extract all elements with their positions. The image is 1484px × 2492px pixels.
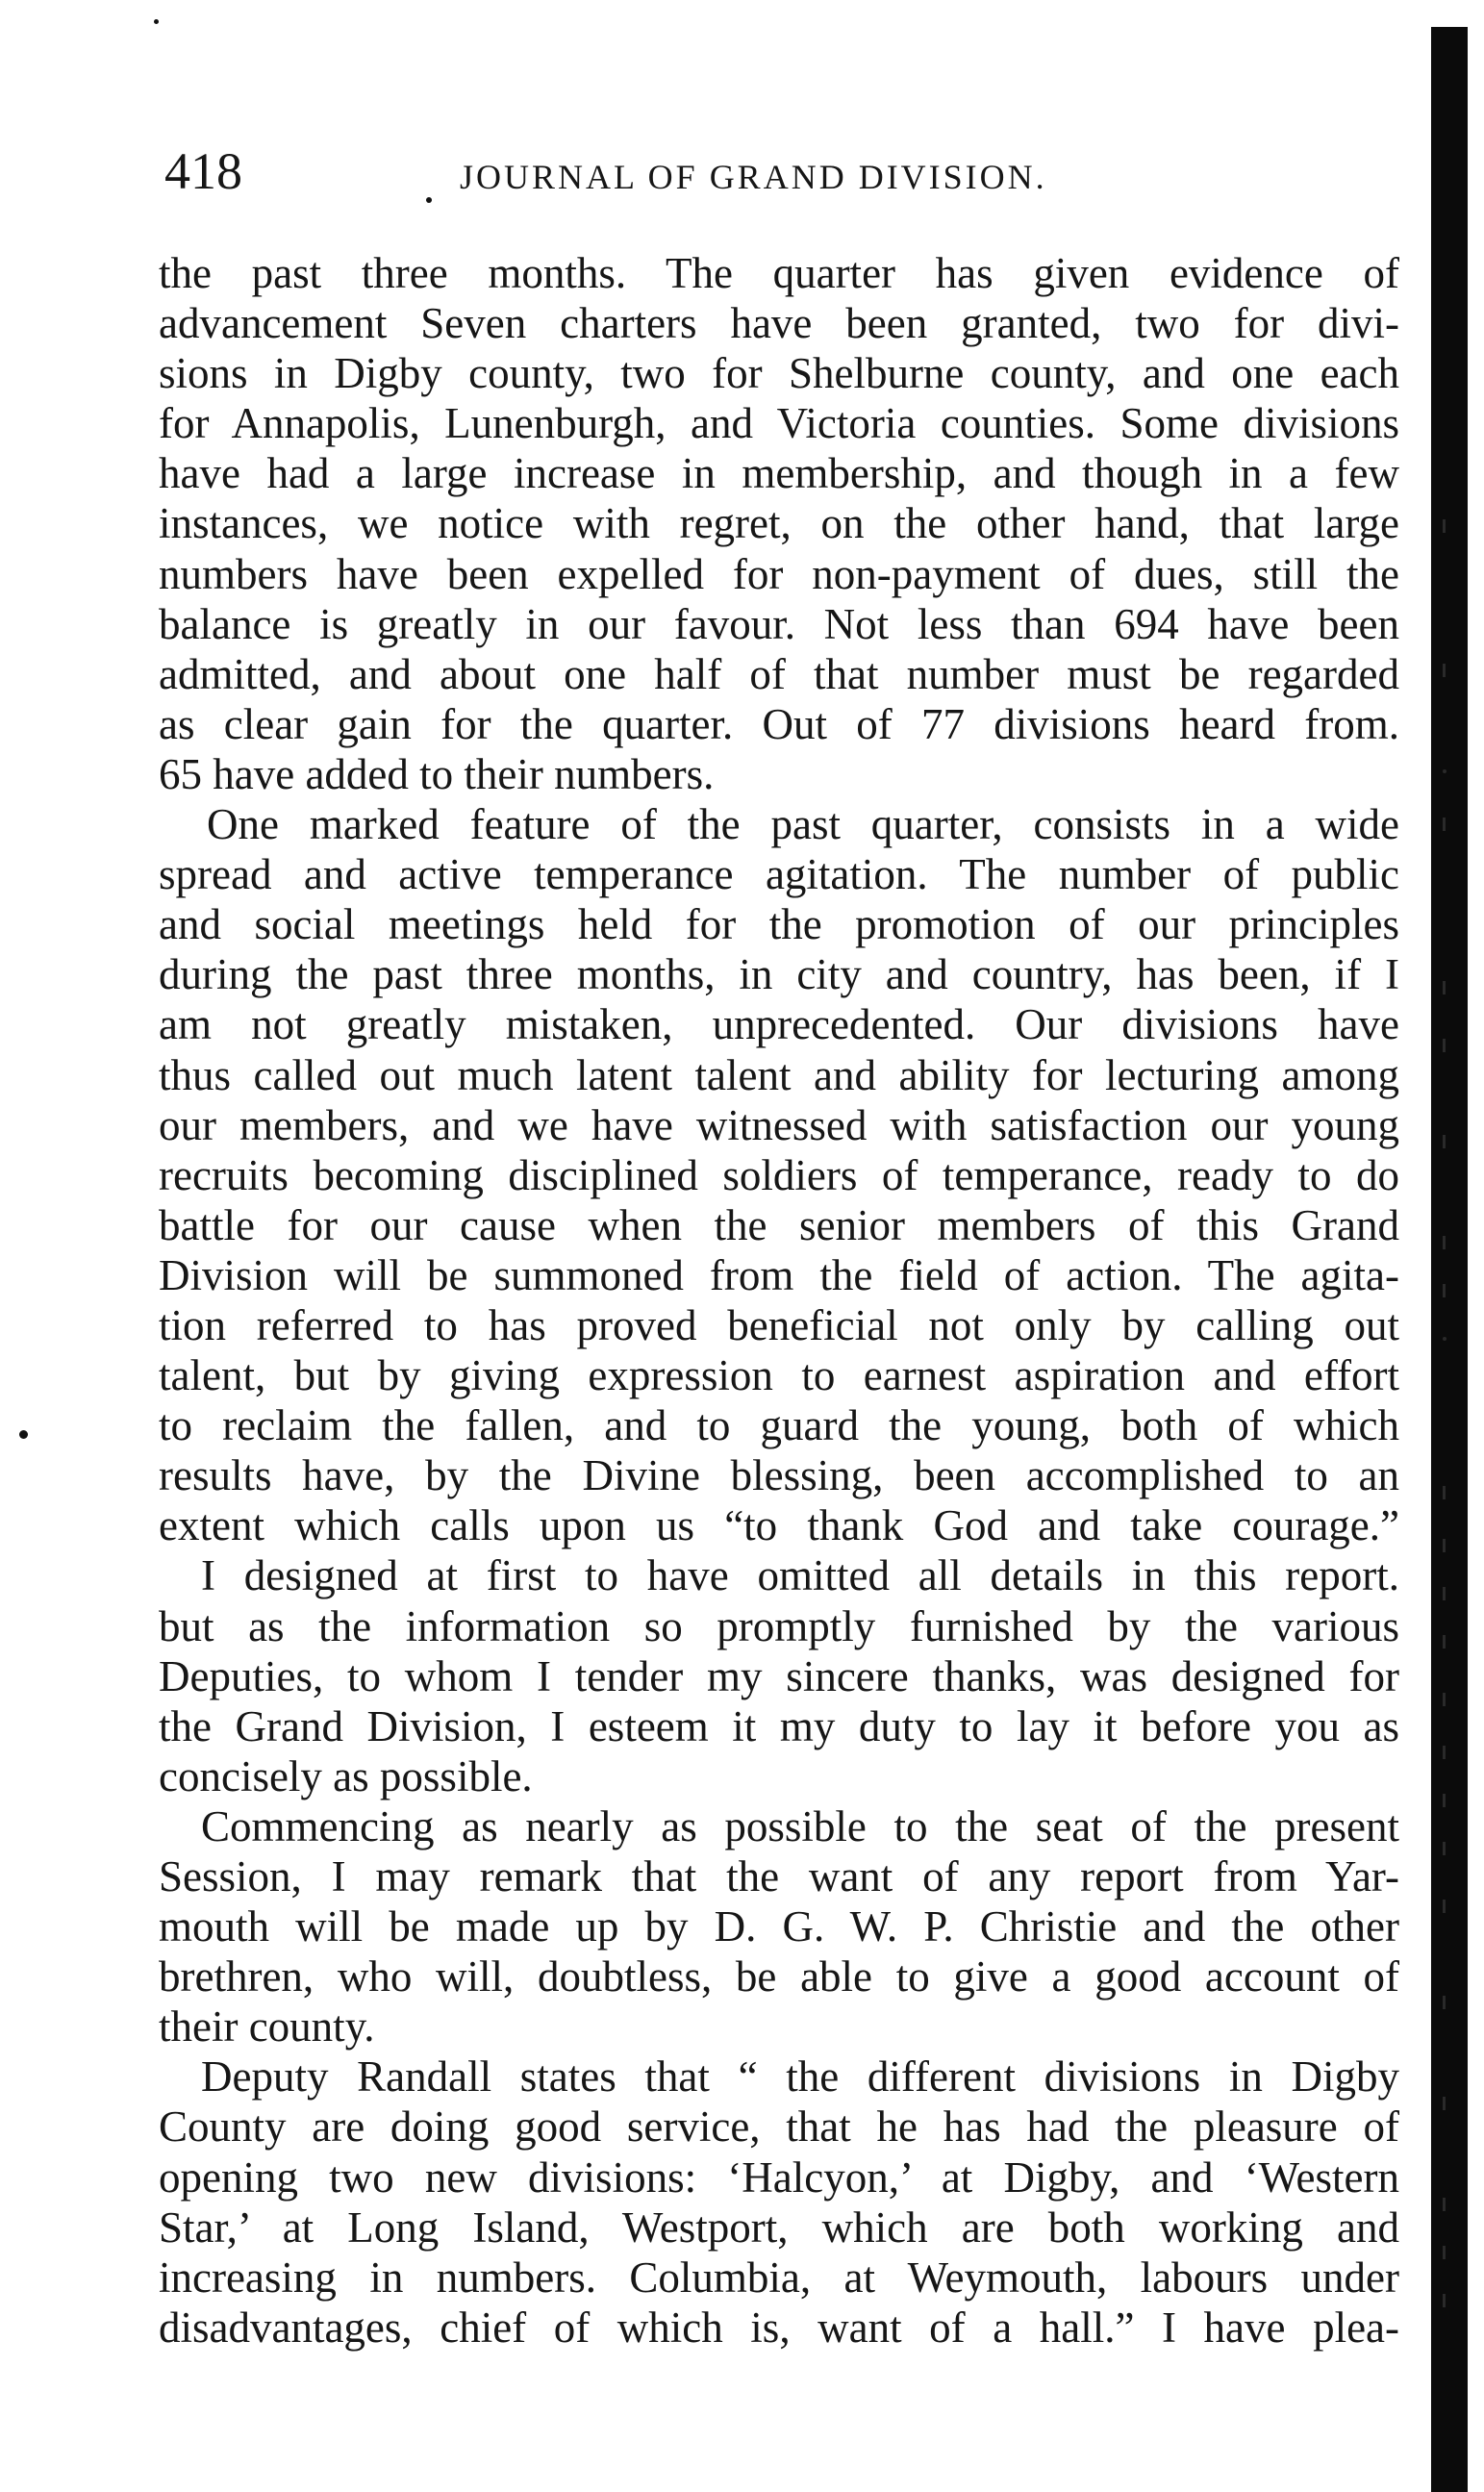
text-line: 65 have added to their numbers. <box>159 749 715 798</box>
text-line: our members, and we have witnessed with satisfaction our young <box>159 1100 1399 1149</box>
text-line: for Annapolis, Lunenburgh, and Victoria counties. Some divisions <box>159 399 1399 448</box>
text-line: thus called out much latent talent and ability for lecturing among <box>159 1050 1399 1099</box>
text-line: mouth will be made up by D. G. W. P. Christie and the other <box>159 1902 1399 1951</box>
margin-mark <box>1443 1539 1446 1552</box>
text-line: County are doing good service, that he has had the pleasure of <box>159 2102 1399 2152</box>
text-line: Commencing as nearly as possible to the seat of the present <box>201 1801 1399 1850</box>
text-line: battle for our cause when the senior members of this Grand <box>159 1200 1399 1249</box>
text-line: have had a large increase in membership, and though in a few <box>159 449 1399 498</box>
margin-mark <box>1443 1486 1446 1499</box>
page-number: 418 <box>164 142 242 200</box>
text-line: advancement Seven charters have been granted, two for divi- <box>159 299 1399 348</box>
text-line: during the past three months, in city and country, has been, if I <box>159 950 1399 999</box>
margin-mark <box>1443 769 1446 773</box>
text-line: disadvantages, chief of which is, want of a hall.” I have plea- <box>159 2303 1399 2352</box>
margin-mark <box>1443 2294 1446 2307</box>
text-line: Deputy Randall states that “ the different divisions in Digby <box>201 2052 1399 2102</box>
ink-speck <box>154 19 159 24</box>
margin-mark <box>1443 1135 1446 1148</box>
text-line: balance is greatly in our favour. Not less than 694 have been <box>159 599 1399 648</box>
running-title: JOURNAL OF GRAND DIVISION. <box>460 158 1047 196</box>
margin-mark <box>1443 2246 1446 2259</box>
text-line: I designed at first to have omitted all details in this report. <box>201 1551 1399 1600</box>
margin-mark <box>1443 2198 1446 2211</box>
margin-mark <box>1443 818 1446 831</box>
text-line: their county. <box>159 2002 375 2051</box>
text-line: extent which calls upon us “to thank God and take courage.” <box>159 1501 1399 1550</box>
margin-mark <box>1443 981 1446 994</box>
margin-mark <box>1443 1794 1446 1807</box>
margin-mark <box>1443 1635 1446 1649</box>
text-line: the Grand Division, I esteem it my duty to lay it before you as <box>159 1701 1399 1750</box>
text-line: Division will be summoned from the field of action. The agita- <box>159 1250 1399 1299</box>
ink-speck <box>19 1430 28 1439</box>
text-line: talent, but by giving expression to earnest aspiration and effort <box>159 1351 1399 1400</box>
text-line: but as the information so promptly furnished by the various <box>159 1601 1399 1650</box>
text-line: recruits becoming disciplined soldiers of temperance, ready to do <box>159 1150 1399 1199</box>
text-line: Deputies, to whom I tender my sincere thanks, was designed for <box>159 1651 1399 1700</box>
margin-mark <box>1443 1587 1446 1600</box>
text-line: sions in Digby county, two for Shelburne county, and one each <box>159 349 1399 398</box>
text-line: numbers have been expelled for non-payment of dues, still the <box>159 549 1399 598</box>
text-line: as clear gain for the quarter. Out of 77 divisions heard from. <box>159 699 1399 748</box>
body-text <box>159 248 1399 2353</box>
text-line: tion referred to has proved beneficial not only by calling out <box>159 1300 1399 1349</box>
text-line: the past three months. The quarter has given evidence of <box>159 249 1399 297</box>
margin-mark <box>1443 1900 1446 1913</box>
text-line: spread and active temperance agitation. The number of public <box>159 850 1399 899</box>
margin-mark <box>1443 1746 1446 1759</box>
text-line: admitted, and about one half of that number must be regarded <box>159 649 1399 698</box>
text-line: increasing in numbers. Columbia, at Weymouth, labours under <box>159 2253 1399 2302</box>
text-line: and social meetings held for the promotion of our principles <box>159 900 1399 949</box>
text-line: opening two new divisions: ‘Halcyon,’ at Digby, and ‘Western <box>159 2152 1399 2202</box>
margin-mark <box>1443 519 1446 533</box>
text-line: results have, by the Divine blessing, been accomplished to an <box>159 1451 1399 1500</box>
text-line: Star,’ at Long Island, Westport, which are both working and <box>159 2203 1399 2252</box>
margin-mark <box>1443 2097 1446 2110</box>
margin-mark <box>1443 1337 1446 1341</box>
margin-mark <box>1443 1039 1446 1052</box>
text-line: am not greatly mistaken, unprecedented. Our divisions have <box>159 1000 1399 1049</box>
text-line: One marked feature of the past quarter, consists in a wide <box>207 800 1399 849</box>
margin-mark <box>1443 1236 1446 1249</box>
text-line: to reclaim the fallen, and to guard the young, both of which <box>159 1401 1399 1450</box>
text-line: brethren, who will, doubtless, be able to give a good account of <box>159 1952 1399 2001</box>
text-line: instances, we notice with regret, on the other hand, that large <box>159 499 1399 548</box>
margin-mark <box>1443 1996 1446 2009</box>
margin-mark <box>1443 1842 1446 1855</box>
text-line: concisely as possible. <box>159 1751 533 1800</box>
margin-mark <box>1443 664 1446 677</box>
binding-margin-marks <box>1443 0 1481 2492</box>
text-line: Session, I may remark that the want of any report from Yar- <box>159 1852 1399 1900</box>
margin-mark <box>1443 1693 1446 1706</box>
page-header <box>159 142 1149 200</box>
margin-mark <box>1443 1284 1446 1297</box>
